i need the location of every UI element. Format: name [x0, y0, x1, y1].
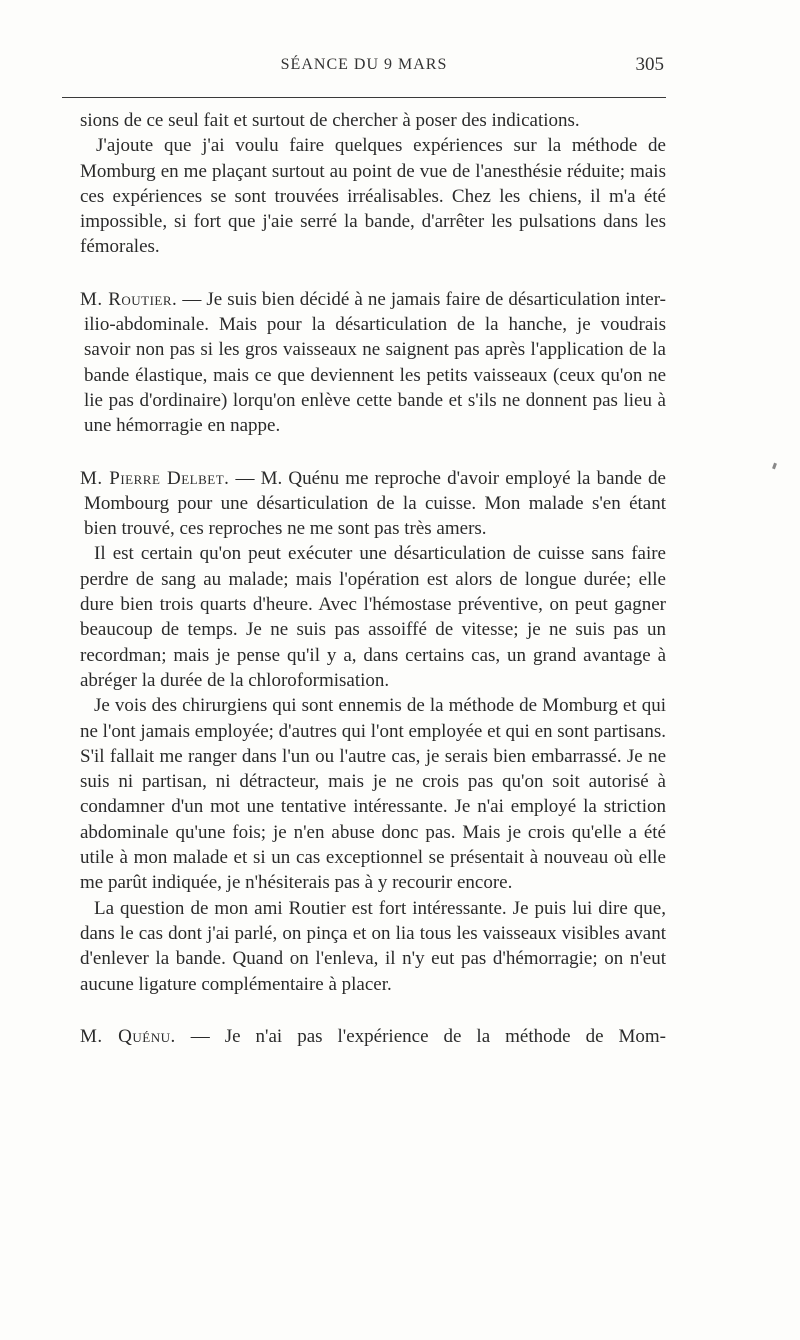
body-text [82, 108, 666, 1049]
paragraph-delbet [80, 466, 666, 542]
running-header [62, 50, 666, 80]
speaker-name: M. Quénu. [80, 1025, 176, 1047]
paragraph-text: — M. Quénu me reproche d'avoir employé la bande de Mombourg pour une désarticulation de la cuisse. Mon malade s'en étant bien trouvé, ces reproches ne me sont pas très amers. [84, 467, 666, 540]
paragraph-surgeons [80, 693, 666, 895]
page-number: 305 [635, 54, 664, 75]
speaker-name: M. Pierre Delbet. [80, 467, 230, 489]
paragraph-text: sions de ce seul fait et surtout de chercher à poser des indications. [80, 110, 580, 131]
paragraph-routier [80, 287, 666, 439]
paragraph-gap [82, 997, 666, 1024]
running-title: SÉANCE DU 9 MARS [280, 56, 448, 73]
paragraph-continuation [80, 108, 666, 133]
paragraph-momburg-experiments [80, 133, 666, 259]
paragraph-text: La question de mon ami Routier est fort intéressante. Je puis lui dire que, dans le cas dont j'ai parlé, on pinça et on lia tous les vaisseaux visibles avant d'enlever la bande. Quand on l'enleva, il n'y eut pas d'hémorragie; on n'eut aucune ligature complémentaire à placer. [80, 897, 666, 995]
paragraph-text: Il est certain qu'on peut exécuter une désarticulation de cuisse sans faire perdre de sang au malade; mais l'opération est alors de longue durée; elle dure bien trois quarts d'heure. Avec l'hémostase préventive, on peut gagner beaucoup de temps. Je ne suis pas assoiffé de vitesse; je ne suis pas un recordman; mais je pense qu'il y a, dans certains cas, un grand avantage à abréger la durée de la chloroformisation. [80, 543, 666, 691]
paragraph-gap [82, 260, 666, 287]
paragraph-gap [82, 439, 666, 466]
paragraph-text: — Je n'ai pas l'expérience de la méthode de Mom- [175, 1025, 666, 1047]
paragraph-hemostasis [80, 541, 666, 693]
header-rule [62, 97, 666, 98]
paragraph-text: Je vois des chirurgiens qui sont ennemis de la méthode de Momburg et qui ne l'ont jamais employée; d'autres qui l'ont employée et qui en sont partisans. S'il fallait me ranger dans l'un ou l'autre cas, je serais bien embarrassé. Je ne suis ni partisan, ni détracteur, mais je ne crois pas qu'on soit autorisé à condamner d'un mot une tentative intéressante. Je n'ai employé la striction abdominale qu'une fois; je n'en abuse donc pas. Mais je crois qu'elle a été utile à mon malade et si un cas exceptionnel se présentait à nouveau où elle me parût indiquée, je n'hésiterais pas à y recourir encore. [80, 695, 666, 894]
speaker-name: M. Routier. [80, 288, 178, 310]
paragraph-quenu [80, 1024, 666, 1049]
paragraph-text: J'ajoute que j'ai voulu faire quelques expériences sur la méthode de Momburg en me plaçant surtout au point de vue de l'anesthésie réduite; mais ces expériences se sont trouvées irréalisables. Chez les chiens, il m'a été impossible, si fort que j'aie serré la bande, d'arrêter les pulsations dans les fémorales. [80, 135, 666, 258]
margin-speck [772, 463, 777, 470]
paragraph-routier-question [80, 896, 666, 997]
paragraph-text: — Je suis bien décidé à ne jamais faire de désarticulation inter-ilio-abdominale. Mais pour la désarticulation de la hanche, je voudrais savoir non pas si les gros vaisseaux ne saignent pas après l'application de la bande élastique, mais ce que deviennent les petits vaisseaux (ceux qu'on ne lie pas d'ordinaire) lorqu'on enlève cette bande et s'ils ne donnent pas lieu à une hémorragie en nappe. [84, 288, 666, 437]
